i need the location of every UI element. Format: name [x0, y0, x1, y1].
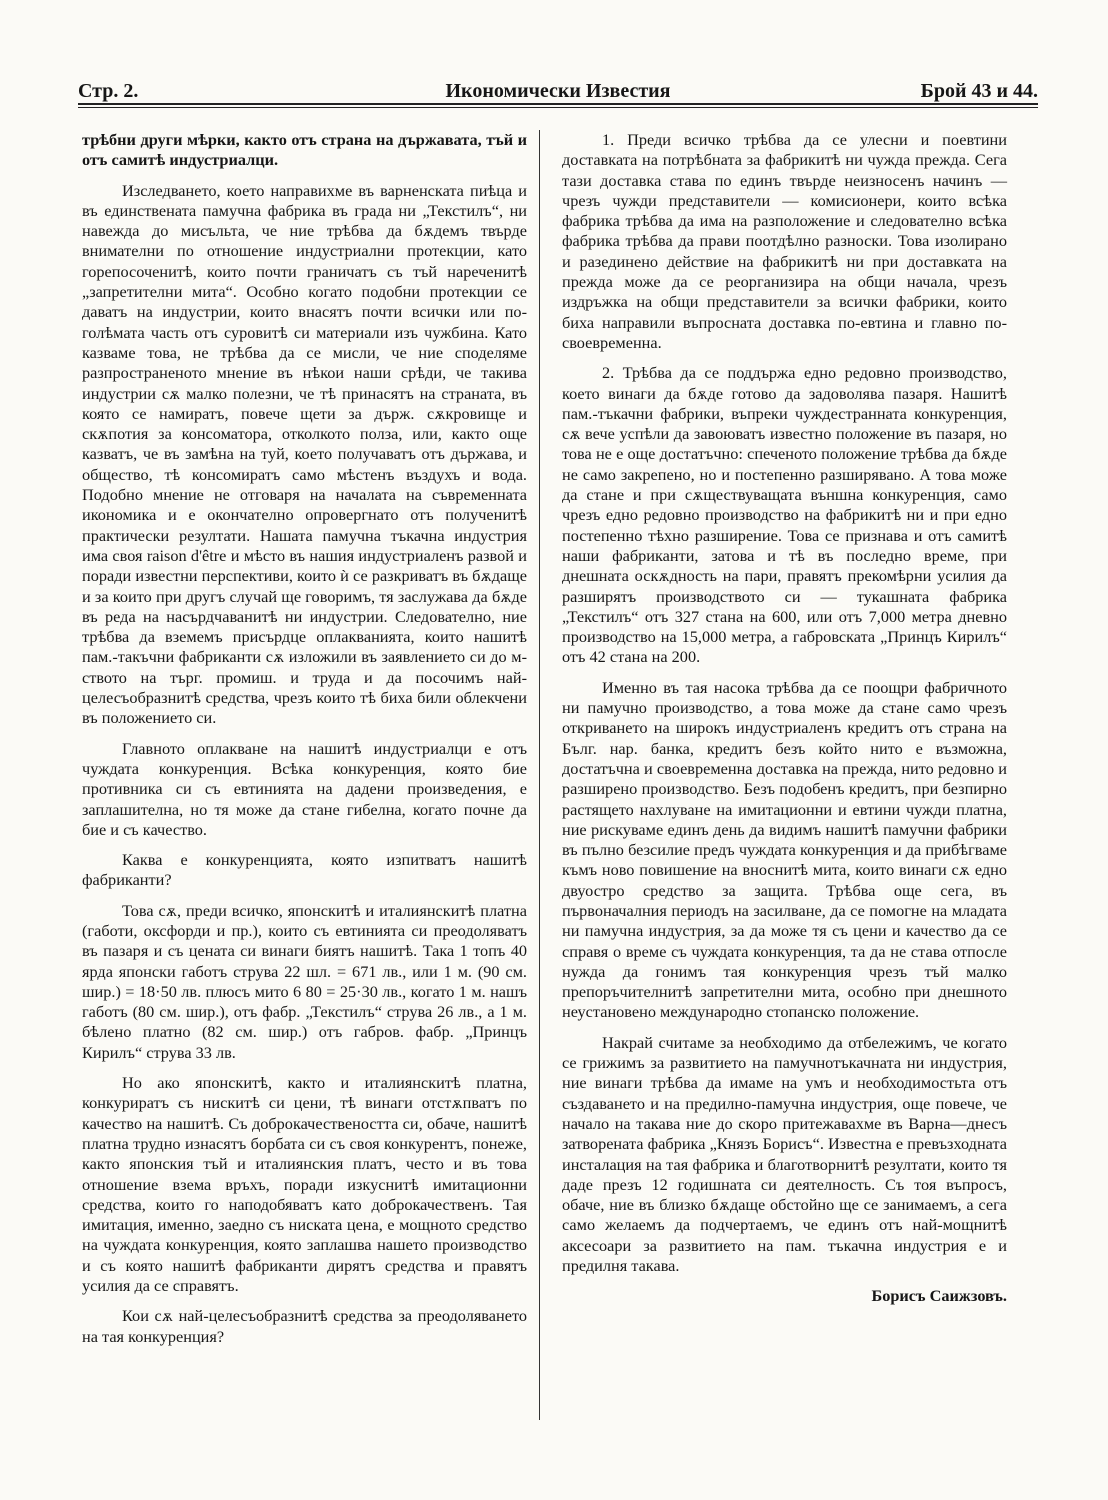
paragraph: 1. Преди всичко трѣбва да се улесни и поевтини доставката на потрѣбната за фабрикитѣ ни чужда прежда. Сега тази доставка става по единъ твърде неизносенъ начинъ — чрезъ чужди представители — комисионери, които всѣка фабрика трѣбва да има на разположение и следователно всѣка фабрика трѣбва да прави поотдѣлно разноски. Това изолирано и разединено действие на фабрикитѣ ни при доставката на прежда може да се реорганизира на общи начала, чрезъ издръжка на общи представители за всички фабрики, които биха направили въпросната доставка по-евтина и главно по-своевременна. [562, 130, 1007, 352]
paragraph: Накрай считаме за необходимо да отбележимъ, че когато се грижимъ за развитието на памучнотъкачната ни индустрия, ние винаги трѣбва да имаме на умъ и необходимостьта отъ създаването и на предилно-памучна индустрия, още повече, че начало на такава ние до скоро притежавахме въ Варна—днесъ затворената фабрика „Князъ Борисъ“. Известна е превъзходната инсталация на тая фабрика и благотворнитѣ резултати, които тя даде презъ 12 годишната си деятелность. Съ тоя въпросъ, обаче, ние въ близко бѫдаще обстойно ще се занимаемъ, а сега само желаемъ да подчертаемъ, че единъ отъ най-мощнитѣ аксесоари за развитието на пам. тъкачна индустрия е и предилня такава. [562, 1032, 1007, 1276]
paragraph: Главното оплакване на нашитѣ индустриалци е отъ чуждата конкуренция. Всѣка конкуренция, която бие противника си съ евтинията на дадени произведения, е заплашителна, но тя може да стане гибелна, когато почне да бие и съ качество. [82, 738, 527, 839]
header-rule [78, 103, 1038, 105]
paragraph: 2. Трѣбва да се поддържа едно редовно производство, което винаги да бѫде готово да задоволява пазаря. Нашитѣ пам.-тъкачни фабрики, въпреки чуждестранната конкуренция, сѫ вече успѣли да завоюватъ известно положение въ пазаря, но това не е още достатъчно: спеченото положение трѣбва да бѫде не само закрепено, но и постепенно разширявано. А това може да стане и при сѫществуващата външна конкуренция, само чрезъ едно редовно производство на фабрикитѣ ни и при едно постепенно тѣхно разширение. Това се признава и отъ самитѣ наши фабриканти, затова и тѣ въ последно време, при днешната оскѫдность на пари, правятъ прекомѣрни усилия да разширятъ производството си — тукашната фабрика „Текстилъ“ отъ 327 стана на 600, или отъ 7,000 метра дневно производство на 15,000 метра, а габровската „Принцъ Кирилъ“ отъ 42 стана на 200. [562, 363, 1007, 667]
page-number: Стр. 2. [78, 80, 139, 102]
paragraph: Това сѫ, преди всичко, японскитѣ и италиянскитѣ платна (габоти, оксфорди и пр.), които съ евтинията си преодоляватъ въ пазаря и съ цената си винаги биятъ нашитѣ. Така 1 топъ 40 ярда японски габотъ струва 22 шл. = 671 лв., или 1 м. (90 см. шир.) = 18·50 лв. плюсъ мито 6 80 = 25·30 лв., когато 1 м. нашъ габотъ (80 см. шир.), отъ фабр. „Текстилъ“ струва 26 лв., а 1 м. бѣлено платно (82 см. шир.) отъ габров. фабр. „Принцъ Кирилъ“ струва 33 лв. [82, 900, 527, 1062]
paragraph: Каква е конкуренцията, която изпитватъ нашитѣ фабриканти? [82, 850, 527, 890]
paragraph: Но ако японскитѣ, както и италиянскитѣ платна, конкуриратъ съ нискитѣ си цени, тѣ винаги отстѫпватъ по качество на нашитѣ. Съ доброкачествеността си, обаче, нашитѣ платна трудно изнасятъ борбата си съ своя конкурентъ, понеже, както японския тъй и италиянския платъ, често и въ това отношение взема връхъ, поради изкуснитѣ имитационни средства, които го наподобяватъ като доброкачественъ. Тая имитация, именно, заедно съ ниската цена, е мощното средство на чуждата конкуренция, която заплашва нашето производство и съ която нашитѣ фабриканти дирятъ средства и правятъ усилия да се справятъ. [82, 1073, 527, 1296]
publication-title: Икономически Известия [445, 80, 671, 102]
paragraph: трѣбни други мѣрки, както отъ страна на държавата, тъй и отъ самитѣ индустриалци. [82, 130, 527, 170]
right-column [562, 130, 1007, 1317]
paragraph: Именно въ тая насока трѣбва да се поощри фабричното ни памучно производство, а това може да стане само чрезъ откриването на широкъ индустриаленъ кредитъ отъ страна на Бълг. нар. банка, кредитъ безъ който нито е възможна, достатъчна и своевременна доставка на прежда, нито редовно и разширено производство. Безъ подобенъ кредитъ, при безпирно растящето нахлуване на имитационни и евтини чужди платна, ние рискуваме единъ день да видимъ нашитѣ памучни фабрики въ пълно безсилие предъ чуждата конкуренция и да прибѣгваме къмъ ново повишение на вноснитѣ мита, които винаги сѫ едно двуостро средство за защита. Трѣбва още сега, въ първоначалния периодъ на засилване, да се помогне на младата ни памучна индустрия, за да може тя съ цени и качество да се справя о време съ чуждата конкуренция, та да не става отпосле нужда да гонимъ тая конкуренция чрезъ тъй малко препоръчителнитѣ запретителни мита, особно при днешното неустановено международно стопанско положение. [562, 677, 1007, 1022]
paragraph: Кои сѫ най-целесъобразнитѣ средства за преодоляването на тая конкуренция? [82, 1306, 527, 1346]
header-rule-thin [78, 107, 1038, 108]
issue-number: Брой 43 и 44. [920, 80, 1038, 102]
paragraph: Изследването, което направихме въ варненската пиѣца и въ единствената памучна фабрика въ града ни „Текстилъ“, ни навежда до мисъльта, че ние трѣбва да бѫдемъ твърде внимателни по отношение индустриални протекции, като горепосоченитѣ, които почти граничатъ съ тъй нареченитѣ „запретителни мита“. Особно когато подобни протекции се даватъ на индустрии, които внасятъ почти всички или по-голѣмата часть отъ суровитѣ си материали изъ чужбина. Като казваме това, не трѣбва да се мисли, че ние споделяме разпространеното мнение въ нѣкои наши срѣди, че такива индустрии сѫ малко полезни, че тѣ принасятъ на страната, въ която се намиратъ, повече щети за държ. сѫкровище и скѫпотия за консоматора, отколкото полза, или, както още казватъ, че въ замѣна на туй, което получаватъ отъ държава, и общество, тѣ консомиратъ само мѣстенъ въздухъ и вода. Подобно мнение не отговаря на началата на съвременната икономика и е окончателно опровергнато отъ полученитѣ практически резултати. Нашата памучна тъкачна индустрия има своя raison d'être и мѣсто въ нашия индустриаленъ развой и поради известни перспективи, които ѝ се разкриватъ въ бѫдаще и за които при другъ случай ще говоримъ, тя заслужава да бѫде въ реда на насърдчаванитѣ ни индустрии. Следователно, ние трѣбва да вземемъ присърдце оплакванията, които нашитѣ пам.-такъчни фабриканти сѫ изложили въ заявлението си до м-ството на търг. промиш. и труда и да посочимъ най-целесъобразнитѣ средства, чрезъ които тѣ биха били облекчени въ положението си. [82, 180, 527, 728]
left-column [82, 130, 527, 1357]
author-signature: Борисъ Саижзовъ. [871, 1286, 1007, 1306]
column-divider [539, 130, 540, 1420]
page-header [78, 74, 1038, 104]
